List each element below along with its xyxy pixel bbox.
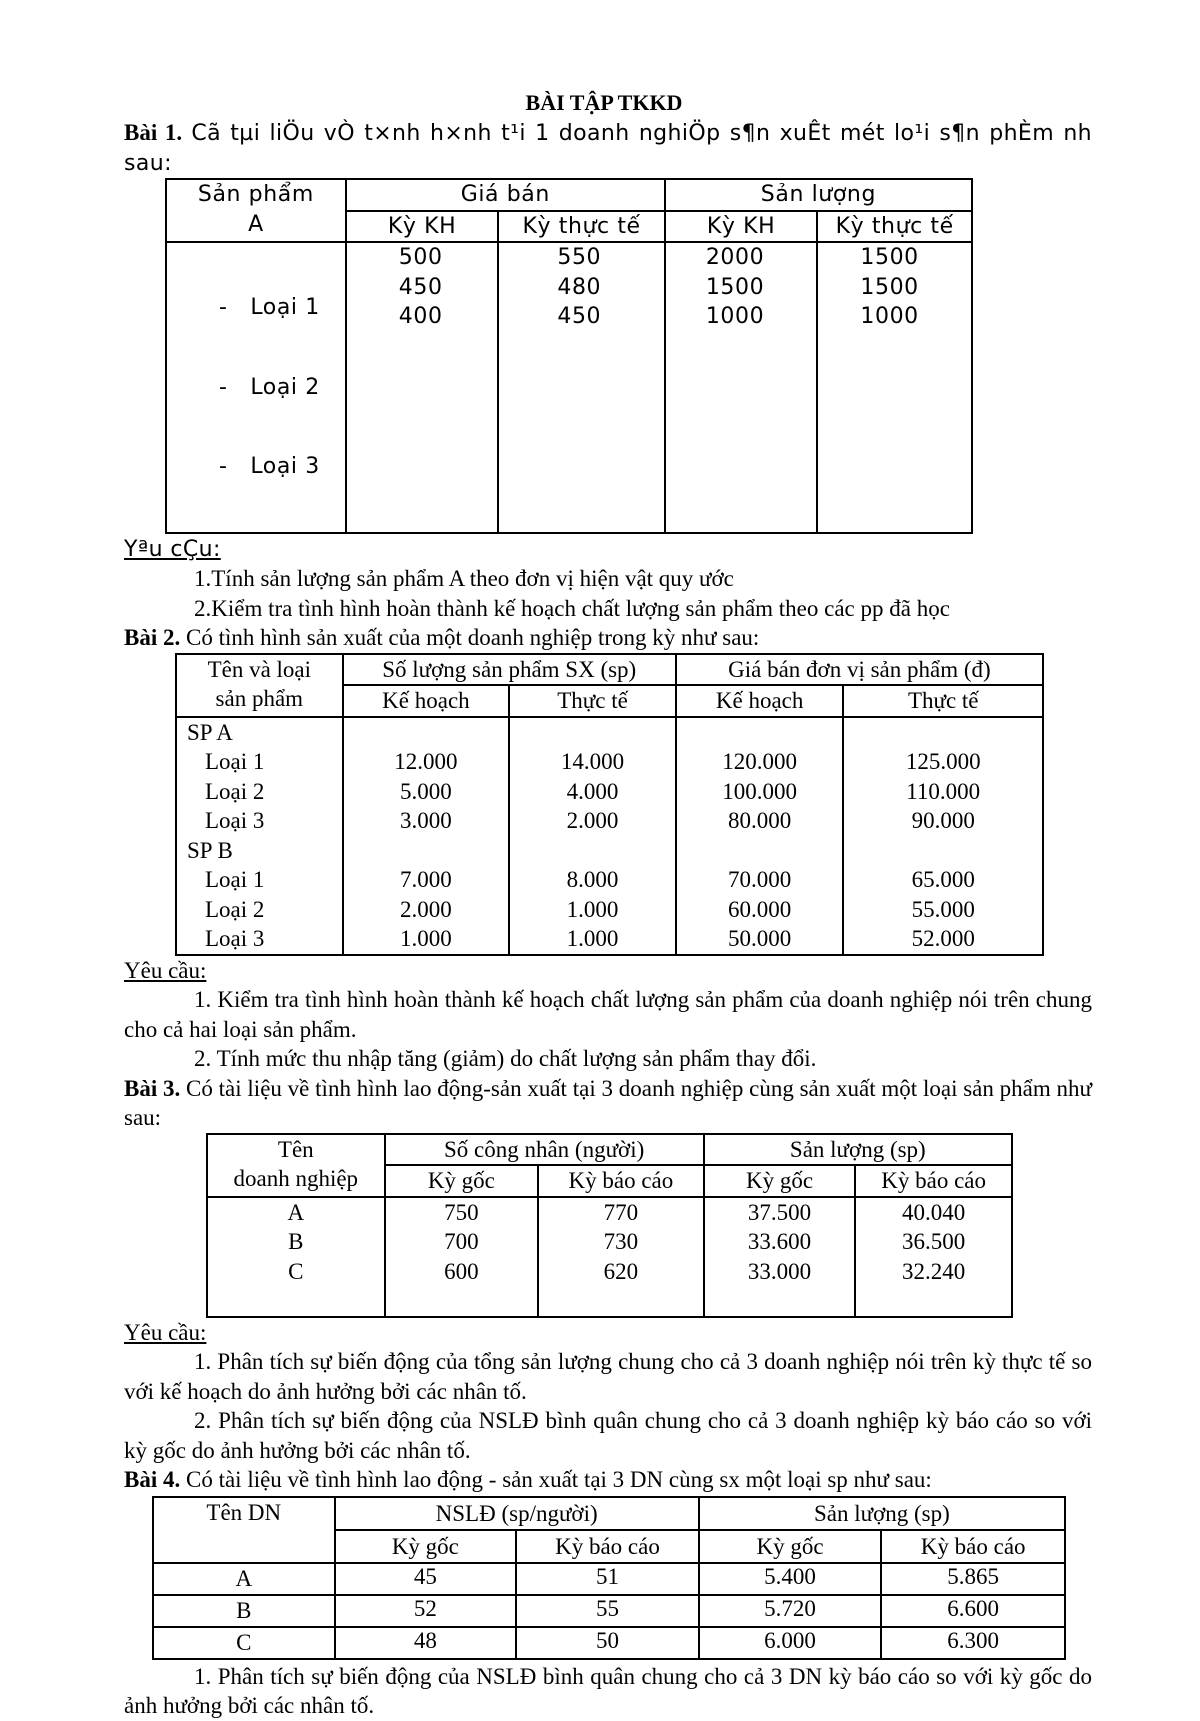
- bai3-h-workers: Số công nhân (người): [385, 1134, 704, 1166]
- bai4-h-output-report: Kỳ báo cáo: [881, 1530, 1065, 1563]
- table-cell: 1500: [860, 245, 919, 270]
- table-cell: 14.000: [560, 749, 625, 774]
- bai4-label: Bài 4.: [124, 1467, 181, 1492]
- table-row-label: - Loại 2: [219, 374, 320, 400]
- bai3-col-names: [207, 1197, 385, 1317]
- table-cell: 70.000: [728, 867, 792, 892]
- table-cell: 480: [557, 274, 602, 300]
- table-cell: 6.300: [881, 1627, 1065, 1659]
- bai3-req-label: Yêu cầu:: [124, 1319, 207, 1345]
- bai1-label: Bài 1.: [124, 120, 183, 145]
- bai2-h-price: Giá bán đơn vị sản phẩm (đ): [676, 654, 1043, 686]
- bai1-h-price-plan: Kỳ KH: [346, 211, 499, 243]
- bai2-col-names: [176, 717, 343, 955]
- bai2-text: Có tình hình sản xuất của một doanh nghiệp trong kỳ như sau:: [180, 625, 760, 650]
- bai2-body: [176, 717, 1043, 955]
- bai3-body: [207, 1197, 1012, 1317]
- bai4-h-name-line: Tên DN: [206, 1499, 282, 1525]
- bai2-label: Bài 2.: [124, 625, 181, 650]
- bai3-col-output-report: [855, 1197, 1012, 1317]
- bai2-intro: [124, 623, 1092, 653]
- table-cell: 37.500: [747, 1199, 812, 1225]
- table-cell: 450: [398, 274, 443, 300]
- table-row-label: Loại 2: [205, 778, 265, 804]
- bai2-col-price-plan: [676, 717, 844, 955]
- table-cell: 5.865: [881, 1563, 1065, 1595]
- table-cell: 51: [516, 1563, 699, 1595]
- table-row-label: A: [153, 1563, 335, 1595]
- table-cell: 1000: [860, 304, 919, 329]
- table-cell: 1.000: [400, 926, 452, 951]
- table-cell: 52: [335, 1595, 517, 1627]
- table-cell: 750: [444, 1199, 479, 1225]
- table-cell: 3.000: [400, 808, 452, 833]
- bai1-col-price-plan: [346, 242, 499, 533]
- bai1-text: Cã tµi liÖu vÒ t×nh h×nh t¹i 1 doanh nghiÖp s¶n xuÊt mét lo¹i s¶n phÈm nh sau:: [124, 121, 1093, 176]
- bai4-req-1: 1. Phân tích sự biến động của NSLĐ bình quân chung cho cả 3 DN kỳ báo cáo so với kỳ gốc do ảnh hưởng bởi các nhân tố.: [124, 1663, 1092, 1718]
- bai2-h-qty: Số lượng sản phẩm SX (sp): [343, 654, 676, 686]
- bai3-h-output-report: Kỳ báo cáo: [855, 1165, 1012, 1197]
- table-row: [153, 1563, 1065, 1595]
- bai3-col-workers-base: [385, 1197, 539, 1317]
- bai1-h-product: [166, 179, 346, 242]
- bai4-h-nsld-base: Kỳ gốc: [335, 1530, 517, 1563]
- bai4-h-output-base: Kỳ gốc: [699, 1530, 882, 1563]
- table-cell: 6.600: [881, 1595, 1065, 1627]
- table-cell: 50: [516, 1627, 699, 1659]
- table-cell: 80.000: [728, 808, 792, 833]
- document-page: [124, 88, 1092, 1721]
- bai2-h-name-line1: Tên và loại: [207, 656, 312, 682]
- bai2-h-name-line2: sản phẩm: [215, 686, 304, 711]
- table-row-label: C: [153, 1627, 335, 1659]
- table-cell: 55: [516, 1595, 699, 1627]
- table-row-label: Loại 3: [205, 926, 265, 951]
- table-cell: 48: [335, 1627, 517, 1659]
- bai4-table: [152, 1496, 1066, 1660]
- table-cell: 60.000: [728, 896, 792, 922]
- bai1-col-output-actual: [817, 242, 972, 533]
- bai2-table: [175, 653, 1044, 956]
- table-cell: 5.720: [699, 1595, 882, 1627]
- table-cell: 1000: [705, 304, 765, 329]
- bai1-h-product-line2: A: [248, 211, 264, 237]
- table-cell: 700: [444, 1229, 479, 1254]
- bai4-h-nsld-report: Kỳ báo cáo: [516, 1530, 699, 1563]
- table-row-label: B: [288, 1229, 304, 1254]
- table-cell: 110.000: [906, 778, 981, 804]
- bai2-h-qty-plan: Kế hoạch: [343, 685, 510, 717]
- table-cell: 2.000: [566, 808, 619, 833]
- bai1-req-1: 1.Tính sản lượng sản phẩm A theo đơn vị hiện vật quy ước: [194, 566, 734, 591]
- table-cell: 550: [557, 245, 602, 270]
- bai3-h-workers-report: Kỳ báo cáo: [538, 1165, 704, 1197]
- table-row-label: - Loại 1: [219, 295, 320, 320]
- bai1-col-price-actual: [498, 242, 664, 533]
- bai3-h-output: Sản lượng (sp): [704, 1134, 1012, 1166]
- bai1-req-2: 2.Kiểm tra tình hình hoàn thành kế hoạch chất lượng sản phẩm theo các pp đã học: [194, 595, 950, 621]
- bai2-req-label: Yêu cầu:: [124, 957, 207, 983]
- bai3-req-2: 2. Phân tích sự biến động của NSLĐ bình quân chung cho cả 3 doanh nghiệp kỳ báo cáo so với kỳ gốc do ảnh hưởng bởi các nhân tố.: [124, 1408, 1092, 1463]
- table-cell: 33.000: [747, 1258, 812, 1284]
- table-cell: 55.000: [911, 896, 975, 922]
- bai1-col-names: [166, 242, 346, 533]
- bai3-col-workers-report: [538, 1197, 704, 1317]
- table-row-label: Loại 3: [205, 808, 265, 833]
- bai4-h-output: Sản lượng (sp): [699, 1497, 1065, 1530]
- bai3-intro: [124, 1074, 1092, 1133]
- table-row-label: Loại 1: [205, 749, 265, 774]
- bai2-h-name: [176, 654, 343, 717]
- table-cell: 36.500: [902, 1229, 966, 1254]
- bai1-body: [166, 242, 972, 533]
- table-cell: 52.000: [911, 926, 975, 951]
- bai3-col-output-base: [704, 1197, 856, 1317]
- bai4-intro: [124, 1465, 1092, 1495]
- bai1-intro: [124, 118, 1092, 178]
- table-row: [153, 1627, 1065, 1659]
- table-row-label: B: [153, 1595, 335, 1627]
- table-row-label: Loại 2: [205, 896, 265, 922]
- bai3-h-name-line1: Tên: [277, 1136, 314, 1162]
- bai2-req-1: 1. Kiểm tra tình hình hoàn thành kế hoạch chất lượng sản phẩm của doanh nghiệp nói trên chung cho cả hai loại sản phẩm.: [124, 987, 1092, 1042]
- table-cell: 770: [603, 1199, 639, 1225]
- bai4-text: Có tài liệu về tình hình lao động - sản xuất tại 3 DN cùng sx một loại sp như sau:: [180, 1467, 932, 1492]
- table-cell: 1.000: [566, 896, 619, 922]
- table-cell: 120.000: [722, 749, 797, 774]
- bai1-h-output-actual: Kỳ thực tế: [817, 211, 972, 243]
- table-cell: 5.000: [400, 778, 452, 804]
- bai3-h-name: [207, 1134, 385, 1197]
- table-cell: 1500: [860, 274, 919, 300]
- bai3-table: [206, 1133, 1013, 1318]
- bai3-h-output-base: Kỳ gốc: [704, 1165, 856, 1197]
- table-cell: 90.000: [911, 808, 975, 833]
- group-label: SP A: [187, 719, 233, 745]
- table-cell: 50.000: [728, 926, 792, 951]
- table-cell: 500: [398, 245, 443, 270]
- table-cell: 2.000: [400, 896, 452, 922]
- table-cell: 400: [398, 304, 443, 329]
- page-title: BÀI TẬP TKKD: [525, 90, 683, 115]
- table-cell: 1.000: [566, 926, 619, 951]
- bai2-col-qty-plan: [343, 717, 510, 955]
- bai1-h-price: Giá bán: [346, 179, 665, 211]
- table-cell: 32.240: [902, 1258, 966, 1284]
- bai1-req-label: Yªu cÇu:: [124, 536, 221, 562]
- table-cell: 730: [603, 1229, 639, 1254]
- table-row: [153, 1595, 1065, 1627]
- table-row-label: C: [288, 1258, 304, 1284]
- bai1-h-price-actual: Kỳ thực tế: [498, 211, 664, 243]
- group-label: SP B: [187, 837, 233, 863]
- table-cell: 45: [335, 1563, 517, 1595]
- table-cell: 6.000: [699, 1627, 882, 1659]
- table-cell: 40.040: [902, 1199, 966, 1225]
- table-row-label: - Loại 3: [219, 454, 320, 479]
- table-cell: 12.000: [394, 749, 458, 774]
- bai2-col-qty-actual: [509, 717, 676, 955]
- bai3-h-name-line2: doanh nghiệp: [233, 1166, 359, 1191]
- table-cell: 600: [444, 1258, 479, 1284]
- table-cell: 4.000: [566, 778, 619, 804]
- table-cell: 450: [557, 304, 602, 329]
- table-row-label: A: [287, 1199, 305, 1225]
- bai2-h-price-actual: Thực tế: [843, 685, 1043, 717]
- table-cell: 125.000: [905, 749, 981, 774]
- bai1-table: [165, 178, 973, 534]
- bai1-h-output: Sản lượng: [665, 179, 972, 211]
- bai4-h-nsld: NSLĐ (sp/người): [335, 1497, 699, 1530]
- bai3-label: Bài 3.: [124, 1075, 181, 1101]
- bai1-h-product-line1: Sản phẩm: [197, 182, 314, 207]
- table-row-label: Loại 1: [205, 867, 265, 892]
- bai2-h-price-plan: Kế hoạch: [676, 685, 844, 717]
- bai1-h-output-plan: Kỳ KH: [665, 211, 818, 243]
- bai1-col-output-plan: [665, 242, 818, 533]
- bai3-h-workers-base: Kỳ gốc: [385, 1165, 539, 1197]
- table-cell: 8.000: [566, 867, 619, 892]
- table-cell: 620: [603, 1258, 639, 1284]
- table-cell: 1500: [705, 274, 765, 300]
- table-cell: 65.000: [911, 867, 975, 892]
- table-cell: 100.000: [722, 778, 797, 804]
- bai2-req-2: 2. Tính mức thu nhập tăng (giảm) do chất lượng sản phẩm thay đổi.: [194, 1046, 817, 1071]
- table-cell: 2000: [705, 245, 765, 270]
- table-cell: 33.600: [747, 1229, 812, 1254]
- bai3-text: Có tài liệu về tình hình lao động-sản xuất tại 3 doanh nghiệp cùng sản xuất một loại sản phẩm như sau:: [124, 1075, 1093, 1130]
- bai2-col-price-actual: [843, 717, 1043, 955]
- table-cell: 7.000: [400, 867, 452, 892]
- bai2-h-qty-actual: Thực tế: [509, 685, 676, 717]
- table-cell: 5.400: [699, 1563, 882, 1595]
- bai3-req-1: 1. Phân tích sự biến động của tổng sản lượng chung cho cả 3 doanh nghiệp nói trên kỳ thực tế so với kế hoạch do ảnh hưởng bởi các nhân tố.: [124, 1349, 1092, 1404]
